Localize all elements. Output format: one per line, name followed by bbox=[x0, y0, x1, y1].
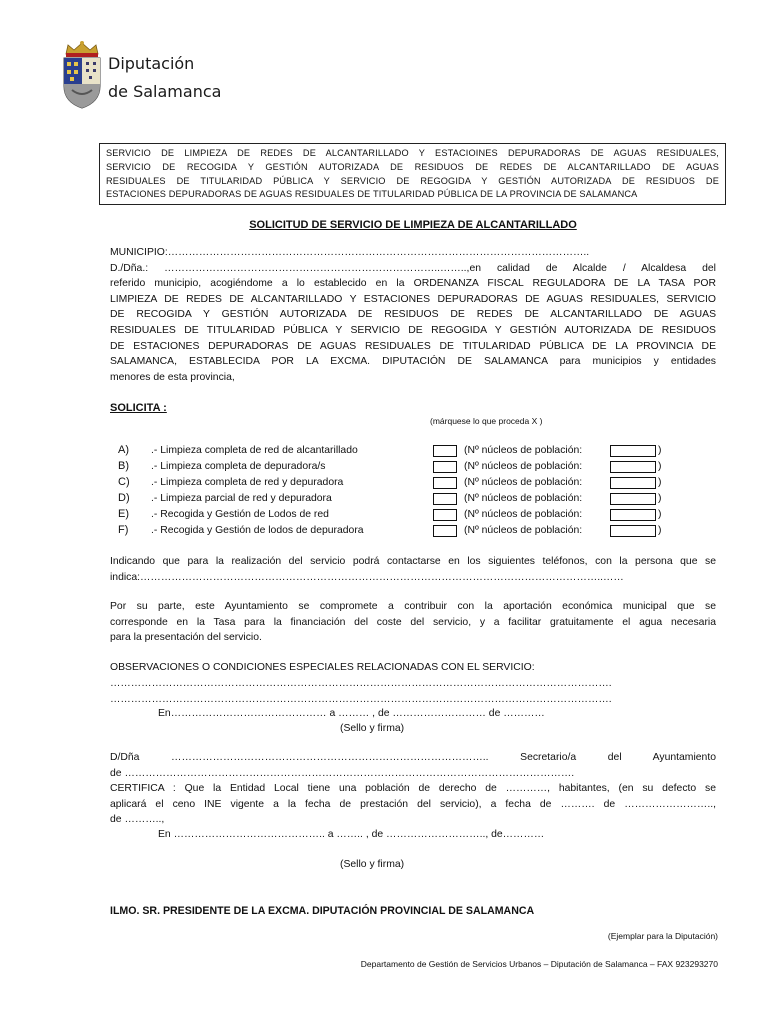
header-line: SERVICIO DE LIMPIEZA DE REDES DE ALCANTARILLADO Y ESTACIOINES DEPURADORAS DE AGUAS RESIDUALES, bbox=[106, 148, 719, 158]
population-label: (Nº núcleos de población: bbox=[464, 461, 583, 472]
intro-line: SALAMANCA, ESTABLECIDA POR LA EXCMA. DIPUTACIÓN DE SALAMANCA para municipios y entidades bbox=[110, 356, 716, 368]
observations-heading: OBSERVACIONES O CONDICIONES ESPECIALES RELACIONADAS CON EL SERVICIO: bbox=[110, 662, 535, 673]
certification-line: aplicará el ceno INE vigente a la fecha de prestación del servicio), a fecha de ………. de …………………….., bbox=[110, 798, 716, 810]
coat-of-arms-logo bbox=[58, 40, 106, 110]
commitment-paragraph bbox=[110, 599, 716, 646]
header-line: SERVICIO DE RECOGIDA Y GESTIÓN AUTORIZADA DE RESIDUOS DE REDES DE ALCANTARILLADO DE AGUAS bbox=[106, 161, 719, 172]
certification-signature: (Sello y firma) bbox=[340, 859, 405, 870]
observations-date-line[interactable]: En……………………………………… a ……… , de ……………………… de ………… bbox=[158, 708, 545, 719]
option-letter: C) bbox=[118, 476, 130, 488]
options-list bbox=[118, 443, 678, 539]
intro-line: menores de esta provincia, bbox=[110, 371, 235, 383]
option-text: .- Recogida y Gestión de Lodos de red bbox=[151, 509, 329, 520]
option-letter: E) bbox=[118, 508, 129, 520]
intro-line[interactable]: D./Dña.: ……………………………………………………………………..……..,en calidad de Alcalde / Alcaldesa del bbox=[110, 262, 716, 274]
form-title: SOLICITUD DE SERVICIO DE LIMPIEZA DE ALCANTARILLADO bbox=[249, 219, 577, 231]
copy-note: (Ejemplar para la Diputación) bbox=[607, 931, 718, 941]
population-label: (Nº núcleos de población: bbox=[464, 493, 583, 504]
population-close: ) bbox=[658, 525, 662, 536]
contact-line: Indicando que para la realización del servicio podrá contactarse en los siguientes teléfonos, con la persona que se bbox=[110, 556, 716, 567]
population-label: (Nº núcleos de población: bbox=[464, 445, 583, 456]
solicita-label: SOLICITA : bbox=[110, 402, 167, 414]
observations-signature: (Sello y firma) bbox=[340, 723, 405, 734]
intro-line: DE RECOGIDA Y GESTIÓN AUTORIZADA DE RESIDUOS DE REDES DE ALCANTARILLADO DE AGUAS bbox=[110, 309, 716, 321]
option-c-checkbox[interactable] bbox=[433, 477, 457, 489]
option-f-checkbox[interactable] bbox=[433, 525, 457, 537]
option-letter: D) bbox=[118, 492, 130, 504]
option-text: .- Limpieza parcial de red y depuradora bbox=[151, 493, 332, 504]
secretary-name-field[interactable]: D/Dña ……………………………………………………………………………….. Secretario/a del Ayuntamiento bbox=[110, 752, 716, 763]
population-input[interactable] bbox=[610, 493, 656, 505]
option-letter: B) bbox=[118, 460, 129, 472]
population-label: (Nº núcleos de población: bbox=[464, 509, 583, 520]
observations-line[interactable]: ………………………………………………………………………………………………………………………………. bbox=[110, 694, 612, 705]
intro-paragraph bbox=[110, 245, 716, 385]
header-line: RESIDUALES DE TITULARIDAD PÚBLICA Y SERVICIO DE REGOGIDA Y GESTIÓN AUTORIZADA DE RESIDUOS DE bbox=[106, 175, 719, 186]
option-b-checkbox[interactable] bbox=[433, 461, 457, 473]
option-d-checkbox[interactable] bbox=[433, 493, 457, 505]
certification-block bbox=[110, 750, 716, 828]
population-input[interactable] bbox=[610, 509, 656, 521]
population-input[interactable] bbox=[610, 445, 656, 457]
intro-line: DE ESTACIONES DEPURADORAS DE AGUAS RESIDUALES DE TITULARIDAD PÚBLICA DE LA PROVINCIA DE bbox=[110, 340, 716, 352]
intro-line: referido municipio, acogiéndome a lo establecido en la ORDENANZA FISCAL REGULADORA DE LA TASA POR bbox=[110, 278, 716, 290]
population-close: ) bbox=[658, 477, 662, 488]
mark-hint: (márquese lo que proceda X ) bbox=[430, 416, 543, 426]
intro-line: LIMPIEZA DE REDES DE ALCANTARILLADO Y ESTACIONES DEPURADORAS DE AGUAS RESIDUALES, SERVICIO bbox=[110, 293, 716, 305]
commitment-line: corresponde en la Tasa para la financiación del coste del servicio, y a facilitar gratuitamente el agua necesaria bbox=[110, 616, 716, 628]
option-text: .- Limpieza completa de red y depuradora bbox=[151, 477, 344, 488]
population-label: (Nº núcleos de población: bbox=[464, 525, 583, 536]
intro-line: RESIDUALES DE TITULARIDAD PÚBLICA Y SERVICIO DE REGOGIDA Y GESTIÓN AUTORIZADA DE RESIDUOS bbox=[110, 324, 716, 336]
observations-line[interactable]: ………………………………………………………………………………………………………………………………. bbox=[110, 678, 612, 689]
population-close: ) bbox=[658, 509, 662, 520]
option-text: .- Limpieza completa de depuradora/s bbox=[151, 461, 326, 472]
certification-line: CERTIFICA : Que la Entidad Local tiene una población de derecho de …………, habitantes, (en su defecto se bbox=[110, 783, 716, 795]
certification-line: de ……….., bbox=[110, 814, 165, 826]
contact-paragraph bbox=[110, 554, 716, 585]
option-text: .- Recogida y Gestión de lodos de depuradora bbox=[151, 525, 364, 536]
addressee: ILMO. SR. PRESIDENTE DE LA EXCMA. DIPUTACIÓN PROVINCIAL DE SALAMANCA bbox=[110, 905, 535, 917]
municipio-field[interactable]: MUNICIPIO:………………………………………………………………………………………………………….. bbox=[110, 247, 590, 258]
population-label: (Nº núcleos de población: bbox=[464, 477, 583, 488]
commitment-line: para la presentación del servicio. bbox=[110, 632, 262, 644]
population-input[interactable] bbox=[610, 525, 656, 537]
option-letter: F) bbox=[118, 524, 129, 536]
population-close: ) bbox=[658, 445, 662, 456]
population-close: ) bbox=[658, 461, 662, 472]
service-header-box bbox=[99, 143, 726, 205]
certification-date-line[interactable]: En …………………………………….. a …….. , de ……………………….., de………… bbox=[158, 829, 545, 840]
option-text: .- Limpieza completa de red de alcantarillado bbox=[151, 445, 358, 456]
logo-line-1: Diputación bbox=[108, 54, 195, 73]
population-close: ) bbox=[658, 493, 662, 504]
logo-line-2: de Salamanca bbox=[108, 82, 222, 101]
population-input[interactable] bbox=[610, 461, 656, 473]
footer-text: Departamento de Gestión de Servicios Urbanos – Diputación de Salamanca – FAX 923293270 bbox=[360, 959, 718, 969]
option-letter: A) bbox=[118, 444, 129, 456]
option-e-checkbox[interactable] bbox=[433, 509, 457, 521]
header-line: ESTACIONES DEPURADORAS DE AGUAS RESIDUALES DE TITULARIDAD PÚBLICA DE LA PROVINCIA DE SALAMANCA bbox=[106, 189, 638, 200]
option-a-checkbox[interactable] bbox=[433, 445, 457, 457]
commitment-line: Por su parte, este Ayuntamiento se compromete a contribuir con la aportación económica municipal que se bbox=[110, 601, 716, 612]
contact-phone-field[interactable]: indica:……………………………………………………………………………………………………………………..…… bbox=[110, 571, 624, 583]
municipality-field[interactable]: de …………………………………………………………………………………………………………………. bbox=[110, 767, 575, 779]
population-input[interactable] bbox=[610, 477, 656, 489]
